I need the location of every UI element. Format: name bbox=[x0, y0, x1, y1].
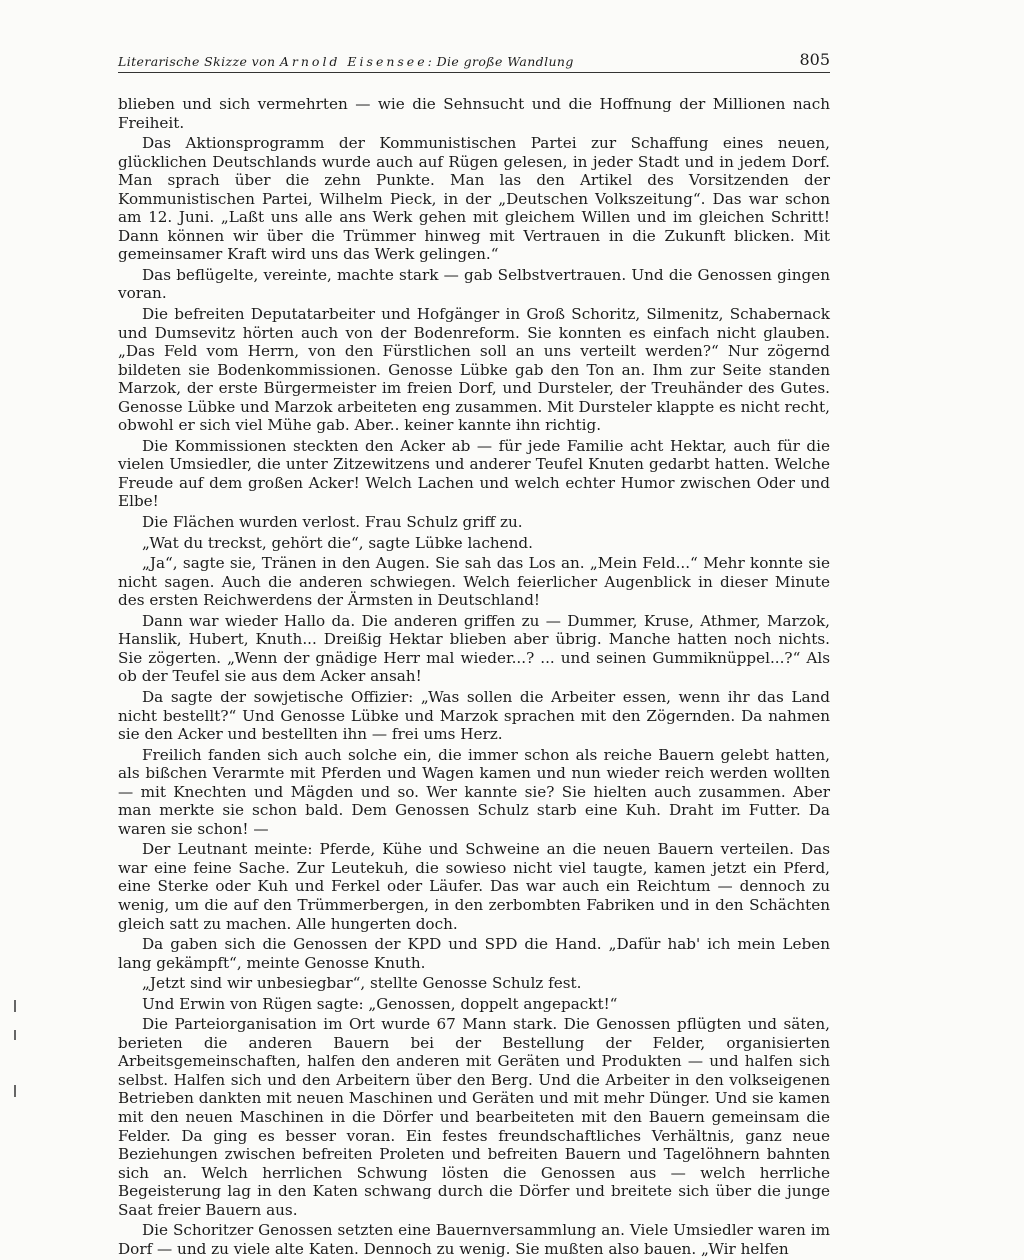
paragraph: „Jetzt sind wir unbesiegbar“, stellte Genosse Schulz fest. bbox=[142, 974, 582, 993]
paragraph: Die befreiten Deputatarbeiter und Hofgänger in Groß Schoritz, Silmenitz, Schabernack und Dumsevitz hörten auch von der Bodenreform. Sie konnten es einfach nicht glauben. „Das Feld vom Herrn, von den Fürstlichen soll an uns verteilt werden?“ Nur zögernd bildeten sie Bodenkommissionen. Genosse Lübke gab den Ton an. Ihm zur Seite standen Marzok, der erste Bürgermeister im freien Dorf, und Dursteler, der Treuhänder des Gutes. Genosse Lübke und Marzok arbeiteten eng zusammen. Mit Dursteler klappte es nicht recht, obwohl er sich viel Mühe gab. Aber.. keiner kannte ihn richtig. bbox=[118, 305, 830, 435]
body-text bbox=[118, 95, 830, 1258]
paragraph: Das beflügelte, vereinte, machte stark — gab Selbstvertrauen. Und die Genossen gingen voran. bbox=[118, 265, 830, 303]
paragraph: Freilich fanden sich auch solche ein, die immer schon als reiche Bauern gelebt hatten, als bißchen Verarmte mit Pferden und Wagen kamen und nun wieder reich werden wollten — mit Knechten und Mägden und so. Wer kannte sie? Sie hielten auch zusammen. Aber man merkte sie schon bald. Dem Genossen Schulz starb eine Kuh. Draht im Futter. Da waren sie schon! — bbox=[118, 745, 830, 838]
paragraph: Das Aktionsprogramm der Kommunistischen Partei zur Schaffung eines neuen, glücklichen Deutschlands wurde auch auf Rügen gelesen, in jeder Stadt und in jedem Dorf. Man sprach über die zehn Punkte. Man las den Artikel des Vorsitzenden der Kommunistischen Partei, Wilhelm Pieck, in der „Deutschen Volkszeitung“. Das war schon am 12. Juni. „Laßt uns alle ans Werk gehen mit gleichem Willen und im gleichen Schritt! Dann können wir über die Trümmer hinweg mit Vertrauen in die Zukunft blicken. Mit gemeinsamer Kraft wird uns das Werk gelingen.“ bbox=[118, 134, 830, 264]
header-title bbox=[118, 54, 574, 69]
margin-mark bbox=[14, 1000, 16, 1012]
margin-mark bbox=[14, 1085, 16, 1097]
paragraph: „Ja“, sagte sie, Tränen in den Augen. Sie sah das Los an. „Mein Feld...“ Mehr konnte sie nicht sagen. Auch die anderen schwiegen. Welch feierlicher Augenblick in dieser Minute des ersten Reichwerdens der Ärmsten in Deutschland! bbox=[118, 554, 830, 610]
paragraph: Und Erwin von Rügen sagte: „Genossen, doppelt angepackt!“ bbox=[142, 994, 618, 1013]
margin-mark bbox=[14, 1030, 16, 1040]
header-author: Arnold Eisensee bbox=[279, 54, 428, 69]
document-page bbox=[118, 50, 830, 1260]
paragraph: Die Kommissionen steckten den Acker ab — für jede Familie acht Hektar, auch für die vielen Umsiedler, die unter Zitzewitzens und anderer Teufel Knuten gedarbt hatten. Welche Freude auf dem großen Acker! Welch Lachen und welch echter Humor zwischen Oder und Elbe! bbox=[118, 436, 830, 511]
running-header bbox=[118, 50, 830, 73]
paragraph: blieben und sich vermehrten — wie die Sehnsucht und die Hoffnung der Millionen nach Freiheit. bbox=[118, 95, 830, 132]
paragraph: Die Schoritzer Genossen setzten eine Bauernversammlung an. Viele Umsiedler waren im Dorf — und zu viele alte Katen. Dennoch zu wenig. Sie mußten also bauen. „Wir helfen bbox=[118, 1221, 830, 1258]
paragraph: Dann war wieder Hallo da. Die anderen griffen zu — Dummer, Kruse, Athmer, Marzok, Hanslik, Hubert, Knuth... Dreißig Hektar blieben aber übrig. Manche hatten noch nichts. Sie zögerten. „Wenn der gnädige Herr mal wieder...? ... und seinen Gummiknüppel...?“ Als ob der Teufel sie aus dem Acker ansah! bbox=[118, 611, 830, 686]
paragraph: Die Flächen wurden verlost. Frau Schulz griff zu. bbox=[142, 513, 523, 532]
paragraph: Der Leutnant meinte: Pferde, Kühe und Schweine an die neuen Bauern verteilen. Das war eine feine Sache. Zur Leutekuh, die sowieso nicht viel taugte, kamen jetzt ein Pferd, eine Sterke oder Kuh und Ferkel oder Läufer. Das war auch ein Reichtum — dennoch zu wenig, um die auf den Trümmerbergen, in den zerbombten Fabriken und in den Schächten gleich satt zu machen. Alle hungerten doch. bbox=[118, 840, 830, 933]
paragraph: „Wat du treckst, gehört die“, sagte Lübke lachend. bbox=[142, 533, 533, 552]
paragraph: Da sagte der sowjetische Offizier: „Was sollen die Arbeiter essen, wenn ihr das Land nicht bestellt?“ Und Genosse Lübke und Marzok sprachen mit den Zögernden. Da nahmen sie den Acker und bestellten ihn — frei ums Herz. bbox=[118, 687, 830, 744]
paragraph: Die Parteiorganisation im Ort wurde 67 Mann stark. Die Genossen pflügten und säten, berieten die anderen Bauern bei der Bestellung der Felder, organisierten Arbeitsgemeinschaften, halfen den anderen mit Geräten und Produkten — und halfen sich selbst. Halfen sich und den Arbeitern über den Berg. Und die Arbeiter in den volkseigenen Betrieben dankten mit neuen Maschinen und Geräten und mit mehr Dünger. Und sie kamen mit den neuen Maschinen in die Dörfer und bearbeiteten mit den Bauern gemeinsam die Felder. Da ging es besser voran. Ein festes freundschaftliches Verhältnis, ganz neue Beziehungen zwischen befreiten Proleten und befreiten Bauern und Tagelöhnern bahnten sich an. Welch herrlichen Schwung lösten die Genossen aus — welch herrliche Begeisterung lag in den Katen schwang durch die Dörfer und breitete sich über die junge Saat freier Bauern aus. bbox=[118, 1015, 830, 1219]
paragraph: Da gaben sich die Genossen der KPD und SPD die Hand. „Dafür hab' ich mein Leben lang gekämpft“, meinte Genosse Knuth. bbox=[118, 935, 830, 972]
header-prefix: Literarische Skizze von bbox=[118, 54, 276, 69]
header-work-title: : Die große Wandlung bbox=[427, 54, 574, 69]
page-number: 805 bbox=[799, 50, 830, 69]
